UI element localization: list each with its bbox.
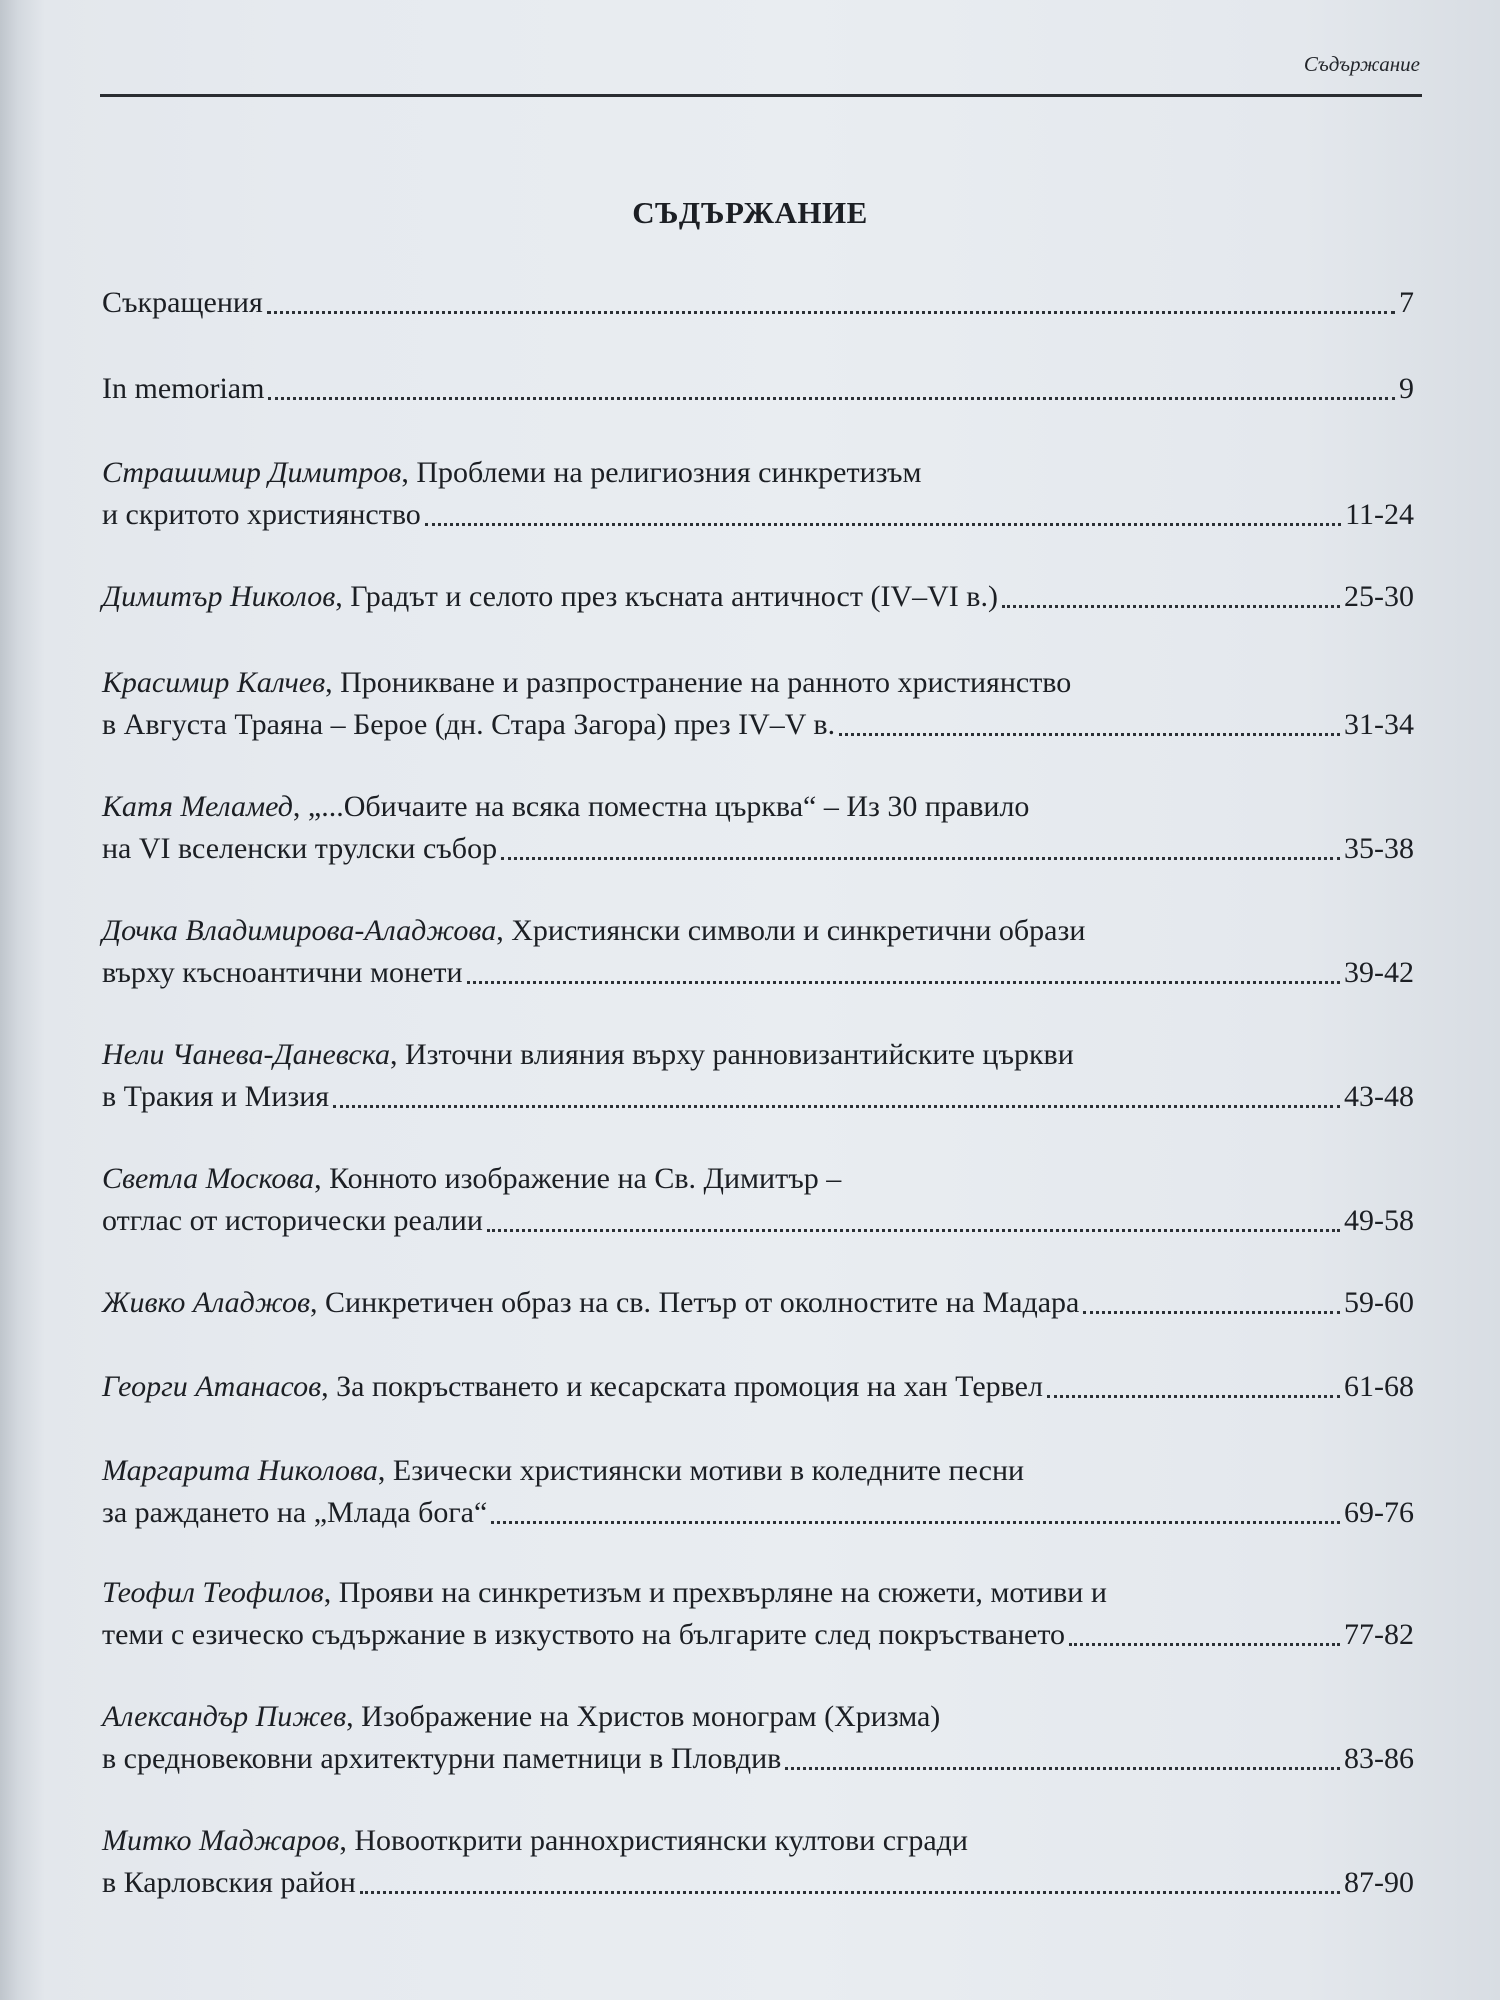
toc-entry-last-line [102,1492,1414,1534]
toc-entry-author: Страшимир Димитров [102,456,402,489]
toc-entry-text [102,1200,483,1242]
toc-entry-text [102,1862,356,1904]
toc-entry-author: Маргарита Николова [102,1454,378,1487]
toc-entry-text [102,1366,1043,1408]
toc-entry-author: Светла Москова [102,1162,315,1195]
toc-entry-last-line [102,1738,1414,1780]
toc-entry-title: в Августа Траяна – Берое (дн. Стара Загора) през IV–V в. [102,708,836,741]
toc-entry-first-line [102,1034,1414,1076]
toc-entry-text [102,1282,1079,1324]
toc-entry-last-line [102,368,1414,410]
toc-entry-text [102,1076,329,1118]
toc-entry-first-line [102,1572,1414,1614]
toc-entry-title: , Източни влияния върху ранновизантийските църкви [390,1038,1074,1071]
dot-leader [1002,604,1340,608]
toc-entry[interactable] [102,662,1414,746]
toc-entry-last-line [102,704,1414,746]
toc-entry-pages: 83-86 [1344,1742,1414,1775]
toc-entry[interactable] [102,1696,1414,1780]
toc-entry-title: в Тракия и Мизия [102,1080,330,1113]
toc-entry-author: Живко Аладжов [102,1286,311,1319]
dot-leader [501,856,1340,860]
toc-entry[interactable] [102,1034,1414,1118]
toc-entry-first-line [102,786,1414,828]
toc-entry-last-line [102,1076,1414,1118]
header-rule [100,94,1422,97]
toc-entry-title: , Прояви на синкретизъм и прехвърляне на сюжети, мотиви и [323,1576,1107,1609]
toc-entry-first-line [102,1450,1414,1492]
toc-entry-author: Александър Пижев [102,1700,347,1733]
toc-entry-first-line [102,1696,1414,1738]
toc-entry[interactable] [102,576,1414,618]
toc-entry-pages: 61-68 [1344,1370,1414,1403]
toc-entry-pages: 7 [1399,286,1414,319]
dot-leader [785,1766,1340,1770]
toc-entry-last-line [102,494,1414,536]
toc-entry-last-line [102,576,1414,618]
dot-leader [487,1228,1340,1232]
toc-entry-pages: 9 [1399,372,1414,405]
toc-entry-author: Теофил Теофилов [102,1576,324,1609]
toc-entry-last-line [102,1200,1414,1242]
toc-entry-title: , Християнски символи и синкретични образи [496,914,1086,947]
toc-entry-last-line [102,1862,1414,1904]
toc-entry-text [102,576,998,618]
toc-entry-last-line [102,1366,1414,1408]
toc-entry[interactable] [102,1572,1414,1656]
toc-entry-last-line [102,828,1414,870]
toc-entry-first-line [102,910,1414,952]
toc-entry-pages: 35-38 [1344,832,1414,865]
toc-entry-title: в Карловския район [102,1866,356,1899]
toc-entry-author: Митко Маджаров [102,1824,340,1857]
toc-entry-author: Нели Чанева-Даневска [102,1038,391,1071]
toc-entry-pages: 49-58 [1344,1204,1414,1237]
toc-entry-last-line [102,282,1414,324]
toc-entry-pages: 87-90 [1344,1866,1414,1899]
toc-entry-author: Георги Атанасов [102,1370,322,1403]
page-title: СЪДЪРЖАНИЕ [632,195,868,230]
dot-leader [268,396,1395,400]
toc-entry-title: , Синкретичен образ на св. Петър от околностите на Мадара [310,1286,1080,1319]
toc-entry-title: , Изображение на Христов монограм (Хризма) [346,1700,941,1733]
toc-entry[interactable] [102,1158,1414,1242]
toc-entry-title: в средновековни архитектурни паметници в Пловдив [102,1742,782,1775]
dot-leader [425,522,1341,526]
toc-entry-pages: 31-34 [1344,708,1414,741]
toc-entry-title: теми с езическо съдържание в изкуството на българите след покръстването [102,1618,1066,1651]
toc-entry[interactable] [102,1366,1414,1408]
toc-entry-pages: 77-82 [1344,1618,1414,1651]
toc-entry[interactable] [102,368,1414,410]
dot-leader [467,980,1341,984]
toc-entry-author: Димитър Николов [102,580,336,613]
toc-entry-title: на VI вселенски трулски събор [102,832,498,865]
toc-entry[interactable] [102,282,1414,324]
dot-leader [360,1890,1340,1894]
dot-leader [1069,1642,1340,1646]
running-head: Съдържание [1303,52,1420,76]
toc-entry-text [102,828,497,870]
toc-entry-title: , Проникване и разпространение на ранното християнство [325,666,1072,699]
toc-entry-last-line [102,1282,1414,1324]
toc-entry-pages: 59-60 [1344,1286,1414,1319]
toc-entry-title: , Градът и селото през късната античност (IV–VI в.) [335,580,998,613]
dot-leader [333,1104,1340,1108]
toc-entry-title: , Езически християнски мотиви в коледните песни [377,1454,1025,1487]
toc-entry-first-line [102,1820,1414,1862]
toc-entry-text [102,1614,1065,1656]
toc-entry[interactable] [102,1820,1414,1904]
toc-entry-title: върху късноантични монети [102,956,463,989]
toc-entry-title: отглас от исторически реалии [102,1204,483,1237]
toc-entry-text [102,1492,487,1534]
toc-entry-first-line [102,452,1414,494]
toc-entry-last-line [102,952,1414,994]
toc-entry-title: In memoriam [102,372,265,405]
toc-entry-first-line [102,662,1414,704]
toc-entry-text [102,952,463,994]
toc-entry-first-line [102,1158,1414,1200]
toc-entry[interactable] [102,452,1414,536]
dot-leader [1083,1310,1340,1314]
toc-entry-pages: 69-76 [1344,1496,1414,1529]
toc-entry-author: Красимир Калчев [102,666,326,699]
toc-entry-title: за раждането на „Млада бога“ [102,1496,488,1529]
toc-entry-text [102,282,263,324]
toc-entry-title: , За покръстването и кесарската промоция на хан Тервел [321,1370,1043,1403]
toc-entry-pages: 11-24 [1345,498,1414,531]
toc-entry[interactable] [102,910,1414,994]
toc-entry-title: , „...Обичаите на всяка поместна църква“ – Из 30 правило [292,790,1030,823]
dot-leader [1047,1394,1340,1398]
toc-entry-author: Катя Меламед [102,790,293,823]
toc-entry-text [102,704,835,746]
toc-entry-title: , Проблеми на религиозния синкретизъм [401,456,922,489]
toc-entry-title: и скритото християнство [102,498,421,531]
toc-entry-pages: 25-30 [1344,580,1414,613]
toc-entry[interactable] [102,1282,1414,1324]
toc-entry-title: , Новооткрити раннохристиянски култови сгради [339,1824,968,1857]
dot-leader [267,310,1395,314]
toc-entry-title: Съкращения [102,286,263,319]
toc-entry[interactable] [102,1450,1414,1534]
toc-entry-text [102,1738,781,1780]
toc-entry-pages: 43-48 [1344,1080,1414,1113]
toc-entry[interactable] [102,786,1414,870]
toc-entry-pages: 39-42 [1344,956,1414,989]
toc-entry-author: Дочка Владимирова-Аладжова [102,914,497,947]
toc-entry-text [102,494,421,536]
toc-entry-title: , Конното изображение на Св. Димитър – [314,1162,842,1195]
dot-leader [839,732,1340,736]
dot-leader [491,1520,1340,1524]
toc-entry-last-line [102,1614,1414,1656]
toc-entry-text [102,368,264,410]
